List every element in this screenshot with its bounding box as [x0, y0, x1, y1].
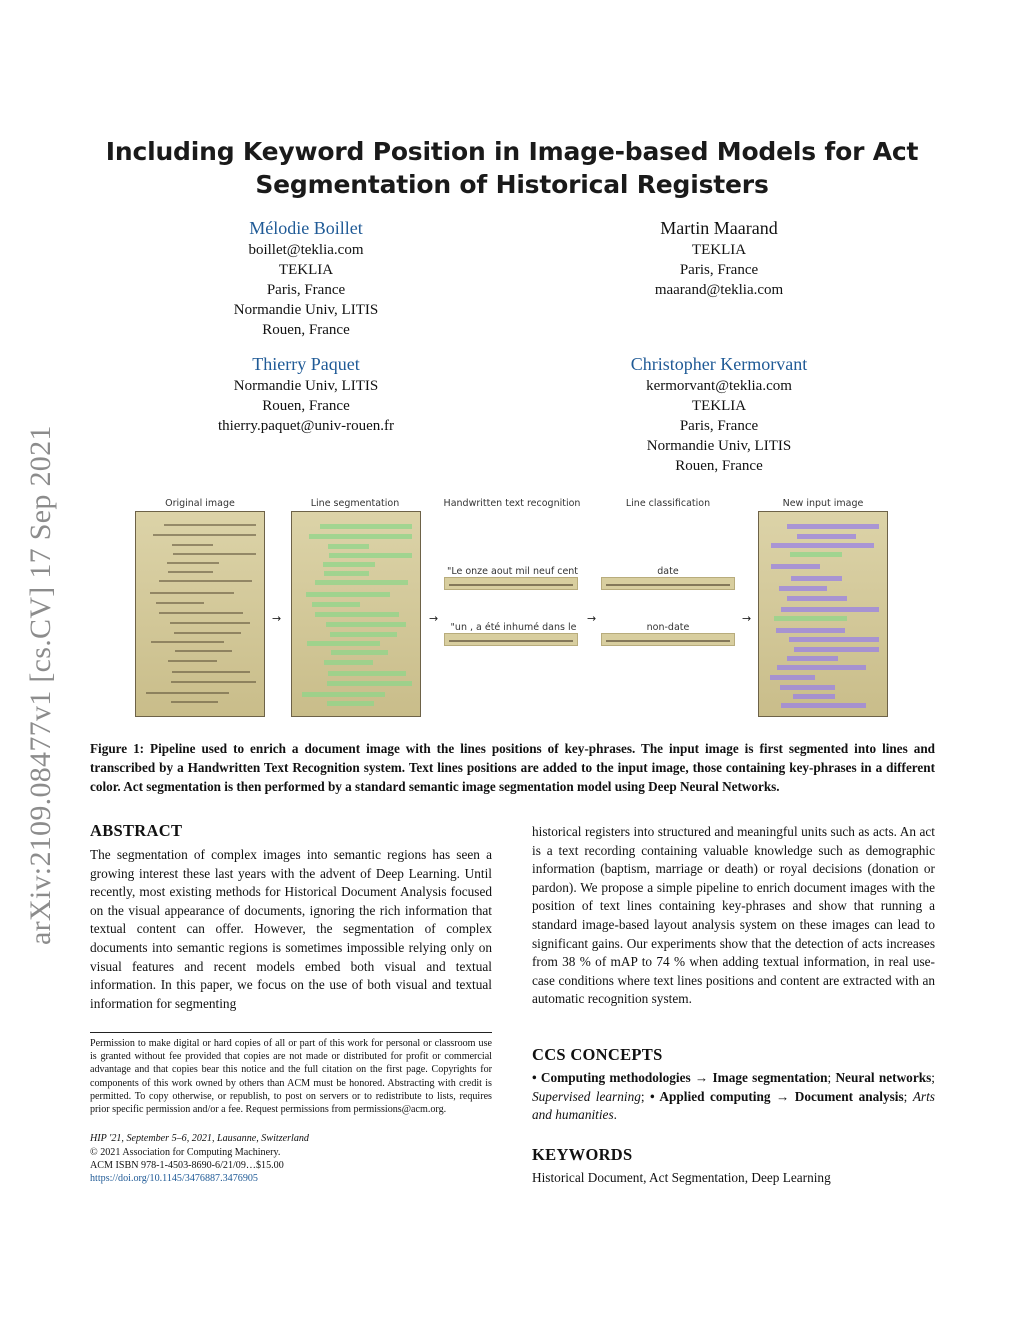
- author-affiliation: Normandie Univ, LITIS: [233, 378, 379, 394]
- handwritten-line: [171, 701, 218, 703]
- text-line-highlight: [302, 692, 385, 697]
- text-line-highlight: [326, 622, 406, 627]
- text-line-highlight: [787, 656, 838, 661]
- text-line-highlight: [779, 586, 827, 591]
- author-affiliation: TEKLIA: [691, 398, 747, 414]
- figure-label-htr: Handwritten text recognition: [443, 498, 581, 509]
- title-line-1: Including Keyword Position in Image-based Models for Act: [105, 137, 919, 166]
- pipeline-arrow: →: [429, 612, 439, 625]
- handwritten-line: [172, 671, 250, 673]
- abstract-text-left: The segmentation of complex images into semantic regions has seen a growing interest these last years with the advent of Deep Learning. Until recently, most existing methods for Historical Document Analysis focused on the visual appearance of documents, ignoring the rich information that textual content can offer. However, the segmentation of complex documents into semantic regions is sometimes impossible relying only on visual features and recent models embed both visual and textual information. In this paper, we focus on the use of both visual and textual information for segmenting: [90, 847, 492, 1011]
- author-location: Paris, France: [266, 282, 346, 298]
- author-block-3: [196, 352, 416, 436]
- author-block-1: [206, 216, 406, 340]
- permission-notice: Permission to make digital or hard copies of all or part of this work for personal or classroom use is granted without fee provided that copies are not made or distributed for profit or commercial advantage and that copies bear this notice and the full citation on the first page. Copyrights for components of this work owned by others than ACM must be honored. Abstracting with credit is permitted. To copy otherwise, or republish, to post on servers or to redistribute to lists, requires prior specific permission and/or a fee. Request permissions from permissions@acm.org.: [90, 1038, 492, 1116]
- keywords-heading: KEYWORDS: [532, 1145, 633, 1164]
- author-name[interactable]: Christopher Kermorvant: [630, 354, 808, 374]
- handwritten-line: [146, 692, 229, 694]
- ccs-term: • Computing methodologies → Image segmentation: [532, 1070, 828, 1085]
- paper-title: [90, 135, 934, 201]
- transcription-1: "Le onze aout mil neuf cent: [446, 566, 579, 577]
- text-line-highlight: [776, 628, 845, 633]
- text-line-highlight: [781, 703, 866, 708]
- author-location: Rouen, France: [262, 322, 350, 338]
- handwritten-line: [170, 622, 250, 624]
- handwritten-line: [168, 571, 213, 573]
- author-location: Paris, France: [679, 262, 759, 278]
- text-line-highlight: [781, 607, 879, 612]
- text-line-highlight: [791, 576, 842, 581]
- author-affiliation: Normandie Univ, LITIS: [233, 302, 379, 318]
- handwritten-line: [172, 544, 213, 546]
- text-line-highlight: [780, 685, 835, 690]
- text-line-highlight: [794, 647, 879, 652]
- text-line-highlight: [770, 675, 815, 680]
- handwritten-line: [167, 562, 219, 564]
- author-affiliation: TEKLIA: [691, 242, 747, 258]
- text-line-highlight: [315, 580, 408, 585]
- author-email: maarand@teklia.com: [654, 282, 784, 298]
- author-email: kermorvant@teklia.com: [646, 378, 792, 394]
- ccs-term: Supervised learning: [532, 1088, 641, 1104]
- text-line-highlight: [306, 592, 390, 597]
- pipeline-arrow: →: [587, 612, 597, 625]
- text-line-highlight: [328, 544, 369, 549]
- handwritten-line: [159, 612, 243, 614]
- author-email: boillet@teklia.com: [248, 242, 364, 258]
- arxiv-stamp-text: arXiv:2109.08477v1 [cs.CV] 17 Sep 2021: [24, 425, 57, 945]
- author-location: Rouen, France: [262, 398, 350, 414]
- author-block-2: [619, 216, 819, 300]
- text-line-highlight: [330, 632, 397, 637]
- handwritten-line: [150, 592, 234, 594]
- text-line-highlight: [324, 660, 373, 665]
- text-line-highlight: [327, 701, 374, 706]
- text-line-highlight: [797, 534, 856, 539]
- text-line-highlight: [787, 596, 847, 601]
- abstract-heading: ABSTRACT: [90, 821, 183, 840]
- author-email: thierry.paquet@univ-rouen.fr: [217, 418, 395, 434]
- doi-link[interactable]: https://doi.org/10.1145/3476887.3476905: [90, 1173, 258, 1184]
- figure-label-original: Original image: [165, 498, 235, 509]
- author-location: Paris, France: [679, 418, 759, 434]
- venue-line: HIP '21, September 5–6, 2021, Lausanne, Switzerland: [90, 1133, 309, 1144]
- text-line-highlight: [315, 612, 399, 617]
- author-name: Martin Maarand: [660, 218, 778, 238]
- text-line-highlight: [329, 553, 412, 558]
- figure-label-new-input: New input image: [782, 498, 864, 509]
- text-line-highlight: [790, 552, 842, 557]
- copyright-line: © 2021 Association for Computing Machinery.: [90, 1147, 281, 1158]
- line-segmentation-image: [291, 511, 421, 717]
- author-name[interactable]: Thierry Paquet: [252, 354, 360, 374]
- handwritten-line: [171, 681, 256, 683]
- ccs-term: • Applied computing → Document analysis: [650, 1088, 904, 1104]
- figure-caption: Figure 1: Pipeline used to enrich a document image with the lines positions of key-phrases. The input image is first segmented into lines and transcribed by a Handwritten Text Recognition system. Text lines positions are added to the input image, those containing key-phrases in a different color. Act segmentation is then performed by a standard semantic image segmentation model using Deep Neural Networks.: [90, 741, 935, 794]
- author-affiliation: Normandie Univ, LITIS: [646, 438, 792, 454]
- text-line-highlight: [323, 562, 375, 567]
- text-line-crop: [601, 633, 735, 646]
- pipeline-arrow: →: [742, 612, 752, 625]
- author-affiliation: TEKLIA: [278, 262, 334, 278]
- text-line-highlight: [320, 524, 412, 529]
- handwritten-line: [173, 553, 256, 555]
- text-line-highlight: [771, 564, 820, 569]
- author-name[interactable]: Mélodie Boillet: [249, 218, 363, 238]
- ccs-term: Arts and humanities: [532, 1088, 935, 1123]
- handwritten-line: [164, 524, 256, 526]
- handwritten-line: [168, 660, 217, 662]
- handwritten-line: [153, 534, 256, 536]
- new-input-image: [758, 511, 888, 717]
- handwritten-line: [151, 641, 224, 643]
- pipeline-arrow: →: [272, 612, 282, 625]
- text-line-highlight: [331, 650, 388, 655]
- text-line-crop: [444, 577, 578, 590]
- text-line-highlight: [307, 641, 380, 646]
- text-line-crop: [444, 633, 578, 646]
- handwritten-line: [175, 650, 232, 652]
- text-line-highlight: [789, 637, 879, 642]
- text-line-crop: [601, 577, 735, 590]
- text-line-highlight: [774, 616, 847, 621]
- author-location: Rouen, France: [675, 458, 763, 474]
- text-line-highlight: [771, 543, 874, 548]
- figure-label-line-seg: Line segmentation: [310, 498, 400, 509]
- text-line-highlight: [309, 534, 412, 539]
- transcription-2: "un , a été inhumé dans le: [450, 622, 577, 633]
- text-line-highlight: [777, 665, 866, 670]
- abstract-text-right: historical registers into structured and meaningful units such as acts. An act is a text recording containing valuable knowledge such as demographic information (baptism, marriage or death) or royal decisions (donation or pardon). We propose a simple pipeline to enrich document images with the position of text lines containing key-phrases and show that running a standard image-based layout analysis system on these images can lead to significant gains. Our experiments show that the detection of acts increases from 38 % of mAP to 74 % when adding textual information, in real use-case conditions where text lines positions and content are extracted with an automatic recognition system.: [532, 824, 935, 1007]
- text-line-highlight: [793, 694, 835, 699]
- text-line-highlight: [328, 671, 406, 676]
- original-image: [135, 511, 265, 717]
- arxiv-stamp: [20, 355, 60, 945]
- ccs-concepts: • Computing methodologies → Image segmentation; Neural networks; Supervised learning; • Applied computing → Document analysis; Arts and humanities.: [532, 1070, 935, 1123]
- text-line-highlight: [324, 571, 369, 576]
- handwritten-line: [159, 580, 252, 582]
- keywords-text: Historical Document, Act Segmentation, Deep Learning: [532, 1170, 831, 1185]
- title-line-2: Segmentation of Historical Registers: [255, 170, 769, 199]
- footnote-rule: [90, 1032, 492, 1033]
- author-block-4: [604, 352, 834, 476]
- isbn-line: ACM ISBN 978-1-4503-8690-6/21/09…$15.00: [90, 1160, 284, 1171]
- text-line-highlight: [787, 524, 879, 529]
- figure-label-classification: Line classification: [625, 498, 711, 509]
- class-label-non-date: non-date: [646, 622, 690, 633]
- ccs-term: Neural networks: [835, 1070, 932, 1085]
- text-line-highlight: [312, 602, 360, 607]
- class-label-date: date: [657, 566, 679, 577]
- handwritten-line: [156, 602, 204, 604]
- ccs-heading: CCS CONCEPTS: [532, 1045, 663, 1064]
- handwritten-line: [174, 632, 241, 634]
- text-line-highlight: [327, 681, 412, 686]
